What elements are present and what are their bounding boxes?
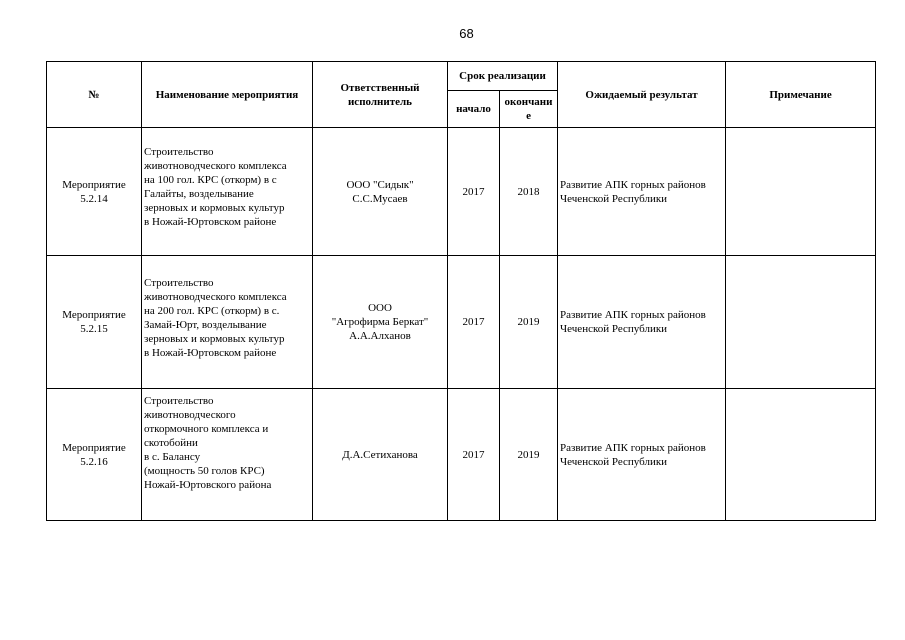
row-result-line: Развитие АПК горных районов xyxy=(560,178,706,191)
row-end-cell: 2019 xyxy=(500,256,558,389)
row-num-cell xyxy=(47,128,142,256)
row-num-code: 5.2.16 xyxy=(80,455,108,468)
row-start-cell: 2017 xyxy=(448,256,500,389)
row-name-line: в Ножай-Юртовском районе xyxy=(144,216,277,228)
table-row xyxy=(47,389,876,521)
header-result: Ожидаемый результат xyxy=(558,62,726,128)
row-executor-line: ООО "Сидык" xyxy=(346,178,414,191)
header-end-line1: окончани xyxy=(504,96,553,108)
row-num-cell xyxy=(47,389,142,521)
row-name-line: Ножай-Юртовского района xyxy=(144,479,272,491)
header-executor-line1: Ответственный xyxy=(340,81,420,94)
row-result-cell xyxy=(558,128,726,256)
page-number: 68 xyxy=(459,26,474,41)
header-note: Примечание xyxy=(726,62,876,128)
row-name-line: Строительство xyxy=(144,395,214,407)
row-name-line: животноводческого комплекса xyxy=(144,160,287,172)
activities-table xyxy=(46,61,876,521)
row-name-line: на 200 гол. КРС (откорм) в с. xyxy=(144,305,280,317)
row-num-cell xyxy=(47,256,142,389)
row-name-line: животноводческого xyxy=(144,409,236,421)
row-note-cell xyxy=(726,128,876,256)
row-executor-line: ООО xyxy=(368,302,392,314)
header-end xyxy=(500,91,558,128)
row-name-cell xyxy=(142,389,313,521)
row-name-line: (мощность 50 голов КРС) xyxy=(144,465,265,477)
row-result-line: Развитие АПК горных районов xyxy=(560,441,706,454)
header-num: № xyxy=(47,62,142,128)
row-name-line: скотобойни xyxy=(144,437,198,449)
table-row xyxy=(47,128,876,256)
row-end-cell: 2018 xyxy=(500,128,558,256)
row-name-line: животноводческого комплекса xyxy=(144,291,287,303)
header-executor-line2: исполнитель xyxy=(347,95,413,108)
row-executor-cell xyxy=(313,256,448,389)
row-name-line: откормочного комплекса и xyxy=(144,423,269,435)
row-start-cell: 2017 xyxy=(448,389,500,521)
row-num-label: Мероприятие xyxy=(62,441,126,454)
row-result-line: Развитие АПК горных районов xyxy=(560,309,706,321)
header-executor xyxy=(313,62,448,128)
row-executor-cell xyxy=(313,389,448,521)
row-name-cell xyxy=(142,128,313,256)
table-row xyxy=(47,256,876,389)
header-start: начало xyxy=(448,91,500,128)
row-name-line: зерновых и кормовых культур xyxy=(144,333,285,345)
row-name-line: Замай-Юрт, возделывание xyxy=(144,319,267,331)
row-executor-cell xyxy=(313,128,448,256)
row-name-line: в Ножай-Юртовском районе xyxy=(144,347,277,359)
row-num-code: 5.2.14 xyxy=(80,192,108,205)
row-num-label: Мероприятие xyxy=(62,178,126,191)
header-period: Срок реализации xyxy=(448,62,558,91)
row-name-cell xyxy=(142,256,313,389)
row-name-line: Строительство xyxy=(144,277,214,289)
row-result-line: Чеченской Республики xyxy=(560,192,668,205)
row-num-code: 5.2.15 xyxy=(80,323,108,335)
row-note-cell xyxy=(726,256,876,389)
row-name-line: зерновых и кормовых культур xyxy=(144,202,285,214)
row-result-cell xyxy=(558,389,726,521)
row-result-cell xyxy=(558,256,726,389)
header-end-line2: е xyxy=(526,110,531,122)
row-start-cell: 2017 xyxy=(448,128,500,256)
row-name-line: Строительство xyxy=(144,146,214,158)
row-name-line: Галайты, возделывание xyxy=(144,188,254,200)
header-row-top xyxy=(47,62,876,91)
row-name-line: в с. Балансу xyxy=(144,451,201,463)
row-executor-line: "Агрофирма Беркат" xyxy=(331,316,429,328)
row-result-line: Чеченской Республики xyxy=(560,323,668,335)
header-name: Наименование мероприятия xyxy=(142,62,313,128)
row-executor-line: А.А.Алханов xyxy=(349,330,411,342)
row-executor-line: С.С.Мусаев xyxy=(352,192,408,205)
row-end-cell: 2019 xyxy=(500,389,558,521)
row-name-line: на 100 гол. КРС (откорм) в с xyxy=(144,174,277,186)
row-note-cell xyxy=(726,389,876,521)
row-result-line: Чеченской Республики xyxy=(560,455,668,468)
row-executor-line: Д.А.Сетиханова xyxy=(342,448,418,461)
row-num-label: Мероприятие xyxy=(62,309,126,321)
